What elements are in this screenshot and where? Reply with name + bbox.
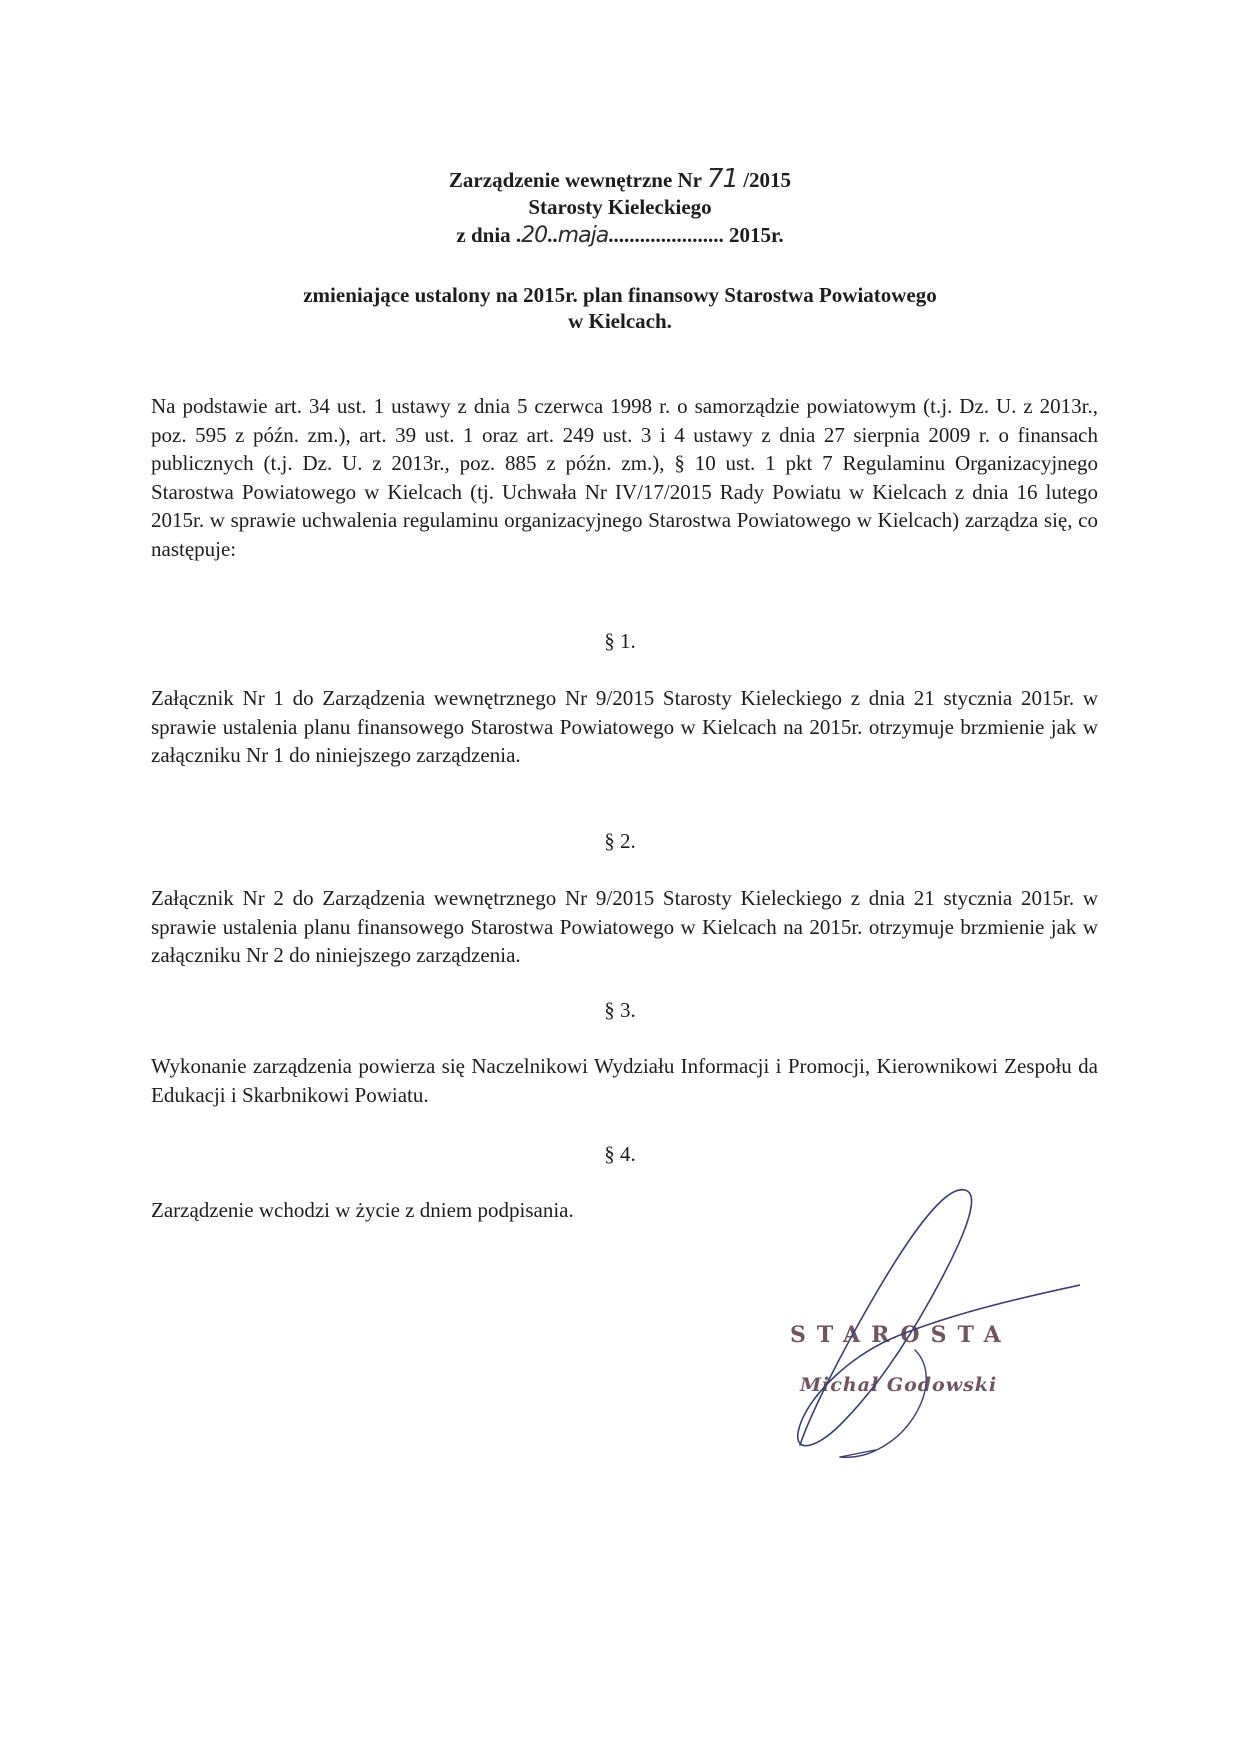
issuing-authority: Starosty Kieleckiego: [528, 195, 712, 219]
legal-basis-paragraph: Na podstawie art. 34 ust. 1 ustawy z dnia 5 czerwca 1998 r. o samorządzie powiatowym (t.j. Dz. U. z 2013r., poz. 595 z późn. zm.), art. 39 ust. 1 oraz art. 249 ust. 3 i 4 ustawy z dnia 27 sierpnia 2009 r. o finansach publicznych (t.j. Dz. U. z 2013r., poz. 885 z późn. zm.), § 10 ust. 1 pkt 7 Regulaminu Organizacyjnego Starostwa Powiatowego w Kielcach (tj. Uchwała Nr IV/17/2015 Rady Powiatu w Kielcach z dnia 16 lutego 2015r. w sprawie uchwalenia regulaminu organizacyjnego Starostwa Powiatowego w Kielcach) zarządza się, co następuje:: [151, 394, 1098, 561]
handwritten-number: 71: [706, 164, 738, 194]
date-dots-b: ..: [547, 223, 558, 247]
section-2-heading: § 2.: [604, 829, 636, 853]
section-2-text: Załącznik Nr 2 do Zarządzenia wewnętrznego Nr 9/2015 Starosty Kieleckiego z dnia 21 stycznia 2015r. w sprawie ustalenia planu finansowego Starostwa Powiatowego w Kielcach na 2015r. otrzymuje brzmienie jak w załączniku Nr 2 do niniejszego zarządzenia.: [151, 886, 1098, 967]
date-dots-a: .: [515, 223, 522, 247]
section-3-heading: § 3.: [604, 998, 636, 1022]
section-4-heading: § 4.: [604, 1142, 636, 1166]
title-prefix: Zarządzenie wewnętrzne Nr: [448, 168, 702, 192]
handwritten-month: maja: [557, 223, 609, 248]
handwritten-day: 20: [521, 223, 548, 248]
stamp-name: Michał Godowski: [800, 1374, 998, 1396]
title-suffix: /2015: [743, 168, 792, 192]
subject-line-1: zmieniające ustalony na 2015r. plan finansowy Starostwa Powiatowego: [303, 283, 937, 307]
date-year: 2015r.: [728, 223, 784, 247]
document-date: [0, 222, 1240, 249]
date-prefix: z dnia: [456, 223, 511, 247]
section-3-text: Wykonanie zarządzenia powierza się Naczelnikowi Wydziału Informacji i Promocji, Kierownikowi Zespołu da Edukacji i Skarbnikowi Powiatu.: [151, 1054, 1098, 1107]
handwritten-signature: [780, 1175, 1080, 1465]
stamp-title: STAROSTA: [790, 1322, 1012, 1348]
section-1-heading: § 1.: [604, 629, 636, 653]
section-1-text: Załącznik Nr 1 do Zarządzenia wewnętrznego Nr 9/2015 Starosty Kieleckiego z dnia 21 stycznia 2015r. w sprawie ustalenia planu finansowego Starostwa Powiatowego w Kielcach na 2015r. otrzymuje brzmienie jak w załączniku Nr 1 do niniejszego zarządzenia.: [151, 686, 1098, 767]
subject-line-2: w Kielcach.: [568, 309, 672, 333]
section-4-text: Zarządzenie wchodzi w życie z dniem podpisania.: [151, 1198, 574, 1222]
document-title: [0, 166, 1240, 193]
date-dots-c: ......................: [608, 223, 724, 247]
